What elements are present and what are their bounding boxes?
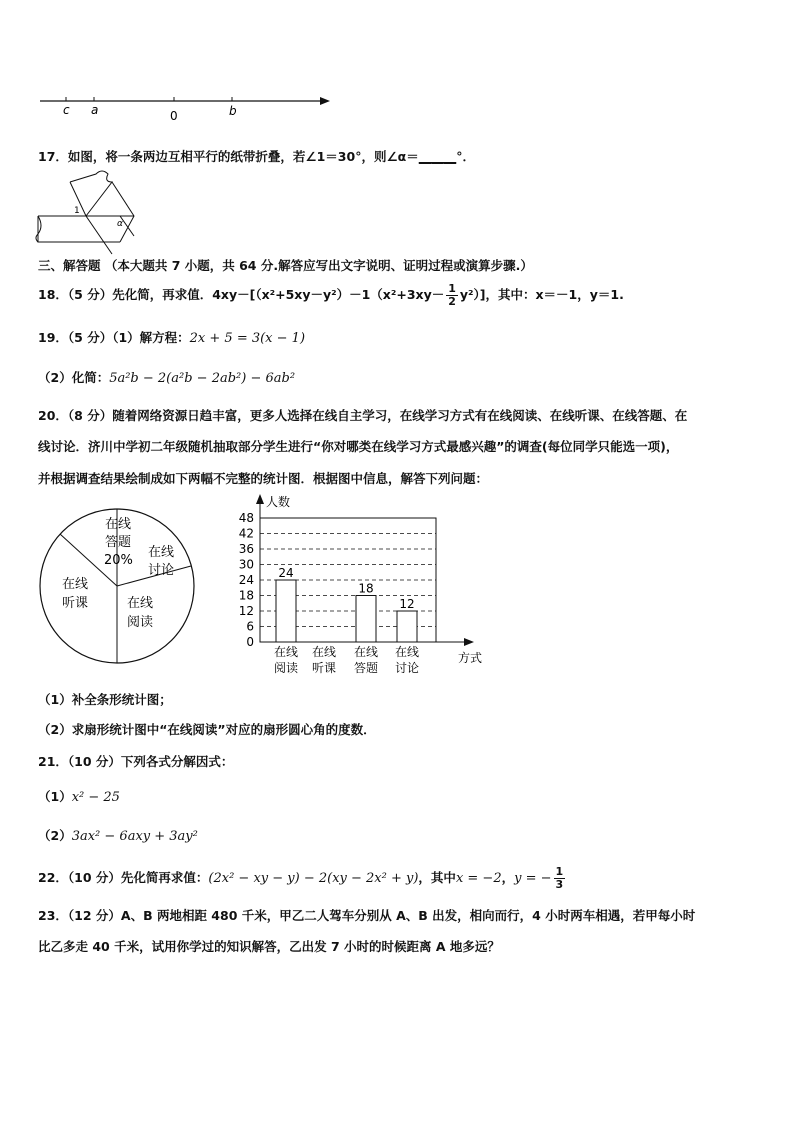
pie-label-read-1: 在线 [127,596,154,611]
y-tick-label-18: 18 [238,588,254,603]
q18-text [38,283,624,308]
q19-head: 19．（5 分）（1）解方程： [38,330,190,345]
q22-xval: x = −2 [455,871,502,886]
q20-sub2: （2）求扇形统计图中“在线阅读”对应的扇形圆心角的度数． [38,722,376,737]
y-tick-label-30: 30 [238,557,254,572]
label-0: 0 [170,109,178,123]
bar-2 [356,596,376,643]
q22-expr: (2x² − xy − y) − 2(xy − 2x² + y) [208,871,419,886]
q17-blank: ______ [418,149,457,164]
section-3-heading: 三、解答题 （本大题共 7 小题，共 64 分.解答应写出文字说明、证明过程或演算步骤.） [38,258,533,273]
bar-3 [397,611,417,642]
pie-label-listen-1: 在线 [62,577,89,592]
label-c: c [63,103,70,117]
x-tick-label-2-line1: 在线 [353,645,379,659]
q18-frac-den: 2 [448,295,456,308]
pie-label-answer-3: 20% [104,553,133,568]
q23-line2: 比乙多走 40 千米，试用你学过的知识解答，乙出发 7 小时的时候距离 A 地多远？ [38,939,500,954]
x-tick-label-1-line1: 在线 [311,645,337,659]
q19-equation: 2x + 5 = 3(x − 1) [189,331,306,346]
q18-frac-num: 1 [448,282,456,295]
bar-chart [226,490,496,682]
bar-data-label-0: 24 [278,566,294,580]
y-tick-label-48: 48 [238,511,254,525]
q22-mid: ，其中 [418,870,456,885]
q21-line1 [38,787,120,805]
q17-stem: 17．如图，将一条两边互相平行的纸带折叠，若∠1＝30°，则∠α＝ [38,149,419,164]
q18-tail: y²）]，其中：x＝－1，y＝1. [459,287,624,302]
q22-frac-den: 3 [555,878,564,891]
y-tick-label-6: 6 [246,619,254,634]
q21-head: 21．（10 分）下列各式分解因式： [38,754,234,769]
q22-head: 22．（10 分）先化简再求值： [38,870,209,885]
y-axis-label: 人数 [266,495,291,509]
q18-head: 18．（5 分）先化简，再求值．4xy－[（x²+5xy－y²）－1（x²+3xy－ [38,287,445,302]
x-tick-label-1-line2: 听课 [311,661,337,675]
bar-data-label-3: 12 [399,597,415,611]
number-line-arrow [320,97,330,105]
q19-line1 [38,328,305,346]
x-tick-label-0-line1: 在线 [273,645,299,659]
q20-line3: 并根据调查结果绘制成如下两幅不完整的统计图．根据图中信息，解答下列问题： [38,471,489,486]
number-line-figure [30,88,340,124]
q21-expr2: 3ax² − 6axy + 3ay² [71,829,198,844]
q17-suffix: °． [456,149,476,164]
q17-text [38,147,475,165]
q21-sub1: （1） [38,789,72,804]
pie-label-listen-2: 听课 [62,596,89,611]
pie-label-answer-1: 在线 [105,517,132,532]
x-tick-label-3-line1: 在线 [394,645,420,659]
y-axis-arrow [256,494,264,504]
q20-line2: 线讨论．济川中学初二年级随机抽取部分学生进行“你对哪类在线学习方式最感兴趣”的调查(每位同学只能选一项)， [38,439,679,454]
q22-fraction [554,866,566,891]
angle-alpha-label: α [117,219,123,229]
q19-expression: 5a²b − 2(a²b − 2ab²) − 6ab² [109,371,296,386]
y-tick-label-0: 0 [246,635,254,649]
x-tick-label-2-line2: 答题 [353,661,379,675]
q21-line2 [38,826,198,844]
q22-sep: ， [501,870,515,885]
label-b: b [229,104,237,118]
q18-fraction [446,283,458,308]
q19-line2 [38,368,295,386]
y-tick-label-36: 36 [238,542,254,556]
label-a: a [91,103,99,117]
angle-1-label: 1 [74,206,80,216]
q20-sub1: （1）补全条形统计图； [38,692,172,707]
q20-line1: 20．（8 分）随着网络资源日趋丰富，更多人选择在线自主学习，在线学习方式有在线阅读、在线听课、在线答题、在 [38,408,688,423]
pie-label-discuss-1: 在线 [148,545,175,560]
bar-data-label-2: 18 [358,581,374,596]
pie-label-answer-2: 答题 [105,535,132,550]
x-axis-label: 方式 [458,651,483,665]
q19-sub2: （2）化简： [38,370,110,385]
q21-expr1: x² − 25 [71,790,120,805]
x-tick-label-0-line2: 阅读 [273,661,299,675]
q22-text [38,866,567,891]
y-tick-label-42: 42 [238,526,254,541]
bar-0 [276,580,296,642]
pie-label-read-2: 阅读 [127,615,154,630]
pie-chart [38,506,198,666]
x-axis-arrow [464,638,474,646]
q22-frac-num: 1 [555,865,564,878]
q21-sub2: （2） [38,828,72,843]
pie-label-discuss-2: 讨论 [148,563,175,578]
q23-line1: 23．（12 分）A、B 两地相距 480 千米，甲乙二人驾车分别从 A、B 出发，相向而行，4 小时两车相遇，若甲每小时 [38,908,696,923]
folded-strip-figure [34,168,144,256]
y-tick-label-12: 12 [238,604,254,618]
y-tick-label-24: 24 [238,573,254,587]
x-tick-label-3-line2: 讨论 [394,661,420,675]
q22-ypre: y = − [514,871,552,886]
